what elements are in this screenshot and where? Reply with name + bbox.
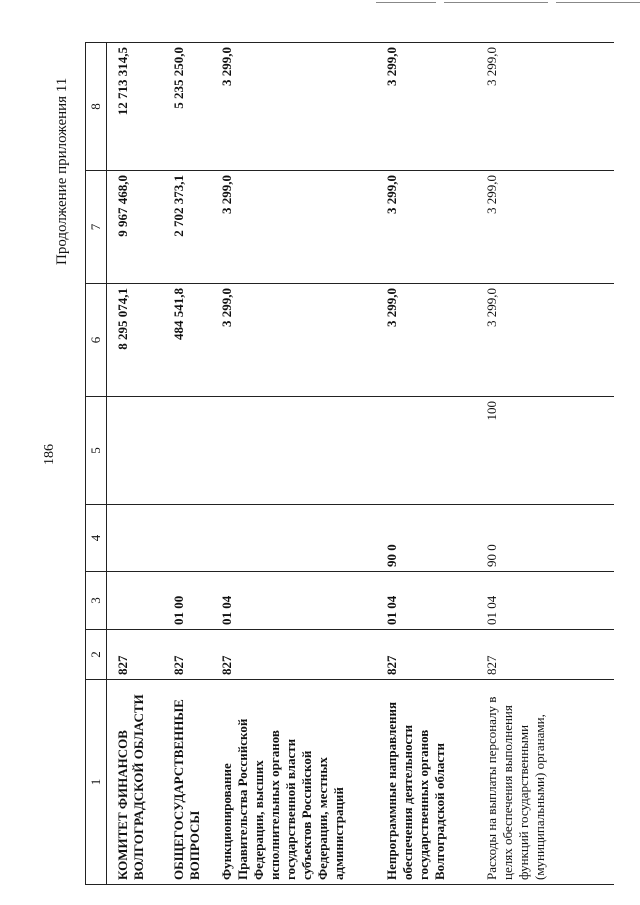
amount-col7: 3 299,0: [219, 171, 384, 284]
amount-col7: 2 702 373,1: [171, 171, 219, 284]
ministry-code: 827: [384, 630, 484, 680]
expense-type-code: [384, 397, 484, 505]
amount-col7: 3 299,0: [384, 171, 484, 284]
column-header: 2: [86, 630, 107, 680]
expense-type-code: [219, 397, 384, 505]
amount-col8: 3 299,0: [484, 43, 614, 171]
column-header: 1: [86, 680, 107, 885]
section-code: 01 04: [219, 572, 384, 630]
target-code: [219, 505, 384, 572]
column-header: 5: [86, 397, 107, 505]
amount-col8: 3 299,0: [219, 43, 384, 171]
amount-col8: 5 235 250,0: [171, 43, 219, 171]
ministry-code: 827: [484, 630, 614, 680]
expense-type-code: 100: [484, 397, 614, 505]
page-number: 186: [42, 444, 57, 465]
section-code: 01 00: [171, 572, 219, 630]
table-header-row: [86, 43, 107, 885]
ministry-code: 827: [171, 630, 219, 680]
table-row: [107, 43, 172, 885]
column-header: 7: [86, 171, 107, 284]
expense-type-code: [171, 397, 219, 505]
amount-col6: 3 299,0: [384, 284, 484, 397]
target-code: 90 0: [484, 505, 614, 572]
ministry-code: 827: [107, 630, 172, 680]
amount-col6: 3 299,0: [484, 284, 614, 397]
column-header: 8: [86, 43, 107, 171]
amount-col7: 3 299,0: [484, 171, 614, 284]
amount-col8: 3 299,0: [384, 43, 484, 171]
amount-col8: 12 713 314,5: [107, 43, 172, 171]
row-name: Непрограммные направления обеспечения деятельности государственных органов Волгоградской области: [384, 680, 484, 885]
amount-col6: 3 299,0: [219, 284, 384, 397]
amount-col7: 9 967 468,0: [107, 171, 172, 284]
table-row: [171, 43, 219, 885]
column-header: 6: [86, 284, 107, 397]
target-code: [171, 505, 219, 572]
row-name: КОМИТЕТ ФИНАНСОВ ВОЛГОГРАДСКОЙ ОБЛАСТИ: [107, 680, 172, 885]
table-row: [384, 43, 484, 885]
table-row: [484, 43, 614, 885]
table-row: [219, 43, 384, 885]
target-code: [107, 505, 172, 572]
section-code: 01 04: [384, 572, 484, 630]
row-name: Расходы на выплаты персоналу в целях обеспечения выполнения функций государственными (муниципальными) органами,: [484, 680, 614, 885]
section-code: 01 04: [484, 572, 614, 630]
expense-type-code: [107, 397, 172, 505]
column-header: 3: [86, 572, 107, 630]
appendix-continuation-note: Продолжение приложения 11: [54, 77, 70, 265]
row-name: Функционирование Правительства Российской Федерации, высших исполнительных органов государственной власти субъектов Российской Федерации, местных администраций: [219, 680, 384, 885]
row-name: ОБЩЕГОСУДАРСТВЕННЫЕ ВОПРОСЫ: [171, 680, 219, 885]
section-code: [107, 572, 172, 630]
column-header: 4: [86, 505, 107, 572]
budget-table: [85, 42, 614, 885]
ministry-code: 827: [219, 630, 384, 680]
amount-col6: 484 541,8: [171, 284, 219, 397]
target-code: 90 0: [384, 505, 484, 572]
amount-col6: 8 295 074,1: [107, 284, 172, 397]
